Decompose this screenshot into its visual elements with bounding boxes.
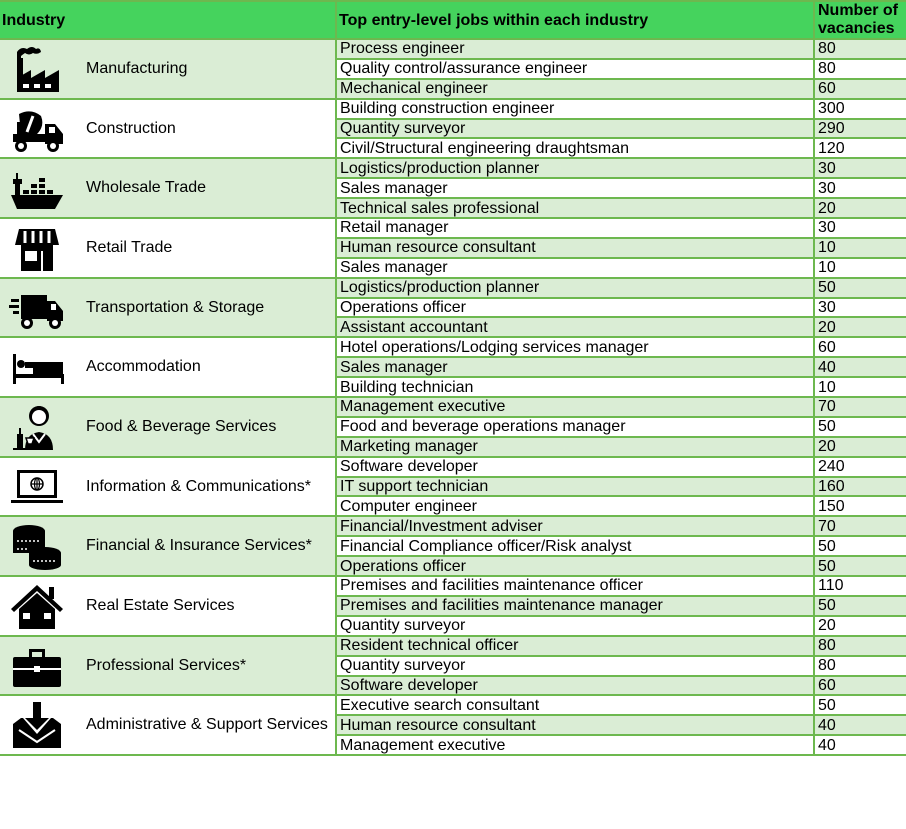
- vacancy-count: 60: [814, 79, 906, 99]
- table-row: [0, 337, 906, 357]
- job-title: Building technician: [336, 377, 814, 397]
- job-title: Quantity surveyor: [336, 656, 814, 676]
- job-title: Resident technical officer: [336, 636, 814, 656]
- job-title: Building construction engineer: [336, 99, 814, 119]
- table-row: [0, 158, 906, 178]
- vacancy-count: 60: [814, 676, 906, 696]
- industry-cell: [0, 516, 336, 576]
- industry-cell: [0, 39, 336, 99]
- industry-name: Information & Communications*: [86, 477, 311, 495]
- job-title: Civil/Structural engineering draughtsman: [336, 138, 814, 158]
- vacancy-count: 10: [814, 258, 906, 278]
- laptop-globe-icon: [8, 461, 66, 513]
- job-title: Human resource consultant: [336, 238, 814, 258]
- vacancy-count: 40: [814, 735, 906, 755]
- waiter-icon: [8, 401, 66, 453]
- vacancy-count: 110: [814, 576, 906, 596]
- coins-icon: [8, 520, 66, 572]
- job-title: Premises and facilities maintenance manager: [336, 596, 814, 616]
- job-title: Sales manager: [336, 178, 814, 198]
- industry-name: Wholesale Trade: [86, 179, 207, 197]
- vacancy-count: 80: [814, 59, 906, 79]
- job-title: Retail manager: [336, 218, 814, 238]
- vacancy-count: 20: [814, 616, 906, 636]
- bed-icon: [8, 341, 66, 393]
- inbox-download-icon: [8, 699, 66, 751]
- house-icon: [8, 580, 66, 632]
- job-title: Sales manager: [336, 357, 814, 377]
- industry-cell: [0, 397, 336, 457]
- job-title: Executive search consultant: [336, 695, 814, 715]
- job-title: Financial Compliance officer/Risk analyst: [336, 536, 814, 556]
- vacancy-count: 10: [814, 238, 906, 258]
- industry-cell: [0, 218, 336, 278]
- table-row: [0, 636, 906, 656]
- job-title: Software developer: [336, 676, 814, 696]
- vacancy-count: 70: [814, 397, 906, 417]
- vacancy-count: 50: [814, 556, 906, 576]
- vacancy-count: 300: [814, 99, 906, 119]
- job-title: IT support technician: [336, 477, 814, 497]
- vacancy-count: 50: [814, 278, 906, 298]
- industry-name: Retail Trade: [86, 238, 173, 256]
- table-row: [0, 576, 906, 596]
- header-industry: Industry: [0, 1, 336, 39]
- vacancy-count: 30: [814, 218, 906, 238]
- vacancy-count: 20: [814, 317, 906, 337]
- cargo-ship-icon: [8, 162, 66, 214]
- industry-name: Administrative & Support Services: [86, 716, 328, 734]
- industry-cell: [0, 457, 336, 517]
- industry-cell: [0, 99, 336, 159]
- delivery-truck-icon: [8, 282, 66, 334]
- job-title: Quantity surveyor: [336, 119, 814, 139]
- cement-truck-icon: [8, 103, 66, 155]
- vacancy-count: 80: [814, 656, 906, 676]
- vacancy-count: 240: [814, 457, 906, 477]
- table-row: [0, 516, 906, 536]
- vacancy-count: 50: [814, 536, 906, 556]
- job-title: Mechanical engineer: [336, 79, 814, 99]
- vacancy-count: 30: [814, 298, 906, 318]
- industry-cell: [0, 695, 336, 755]
- job-title: Operations officer: [336, 298, 814, 318]
- vacancy-count: 20: [814, 198, 906, 218]
- header-row: [0, 1, 906, 39]
- industry-name: Financial & Insurance Services*: [86, 537, 312, 555]
- industry-cell: [0, 636, 336, 696]
- job-title: Quantity surveyor: [336, 616, 814, 636]
- job-title: Management executive: [336, 735, 814, 755]
- industry-cell: [0, 158, 336, 218]
- briefcase-icon: [8, 640, 66, 692]
- industry-name: Transportation & Storage: [86, 298, 265, 316]
- table-row: [0, 397, 906, 417]
- table-row: [0, 278, 906, 298]
- industry-cell: [0, 576, 336, 636]
- industry-cell: [0, 278, 336, 338]
- vacancy-count: 30: [814, 158, 906, 178]
- industry-name: Food & Beverage Services: [86, 417, 277, 435]
- vacancy-count: 50: [814, 596, 906, 616]
- vacancy-count: 150: [814, 496, 906, 516]
- vacancy-count: 50: [814, 695, 906, 715]
- vacancy-count: 80: [814, 39, 906, 59]
- table-row: [0, 99, 906, 119]
- job-title: Premises and facilities maintenance officer: [336, 576, 814, 596]
- industry-name: Accommodation: [86, 358, 201, 376]
- table-row: [0, 39, 906, 59]
- vacancy-count: 290: [814, 119, 906, 139]
- job-title: Process engineer: [336, 39, 814, 59]
- job-title: Food and beverage operations manager: [336, 417, 814, 437]
- job-title: Computer engineer: [336, 496, 814, 516]
- job-title: Management executive: [336, 397, 814, 417]
- table-row: [0, 457, 906, 477]
- vacancy-count: 160: [814, 477, 906, 497]
- header-jobs: Top entry-level jobs within each industry: [336, 1, 814, 39]
- job-title: Human resource consultant: [336, 715, 814, 735]
- vacancy-count: 60: [814, 337, 906, 357]
- job-title: Assistant accountant: [336, 317, 814, 337]
- job-title: Hotel operations/Lodging services manager: [336, 337, 814, 357]
- table-row: [0, 218, 906, 238]
- vacancy-count: 30: [814, 178, 906, 198]
- job-title: Financial/Investment adviser: [336, 516, 814, 536]
- vacancy-count: 70: [814, 516, 906, 536]
- storefront-icon: [8, 222, 66, 274]
- industry-name: Construction: [86, 119, 176, 137]
- job-title: Sales manager: [336, 258, 814, 278]
- industry-name: Manufacturing: [86, 59, 188, 77]
- job-title: Operations officer: [336, 556, 814, 576]
- vacancy-count: 40: [814, 715, 906, 735]
- vacancy-count: 20: [814, 437, 906, 457]
- vacancy-count: 80: [814, 636, 906, 656]
- industry-cell: [0, 337, 336, 397]
- job-title: Software developer: [336, 457, 814, 477]
- job-title: Marketing manager: [336, 437, 814, 457]
- job-title: Logistics/production planner: [336, 278, 814, 298]
- vacancy-count: 50: [814, 417, 906, 437]
- vacancy-count: 40: [814, 357, 906, 377]
- job-title: Logistics/production planner: [336, 158, 814, 178]
- header-vacancies: Number of vacancies: [814, 1, 906, 39]
- industry-name: Professional Services*: [86, 656, 247, 674]
- table-row: [0, 695, 906, 715]
- industry-name: Real Estate Services: [86, 596, 235, 614]
- factory-icon: [8, 43, 66, 95]
- job-title: Technical sales professional: [336, 198, 814, 218]
- vacancy-count: 120: [814, 138, 906, 158]
- job-title: Quality control/assurance engineer: [336, 59, 814, 79]
- vacancy-count: 10: [814, 377, 906, 397]
